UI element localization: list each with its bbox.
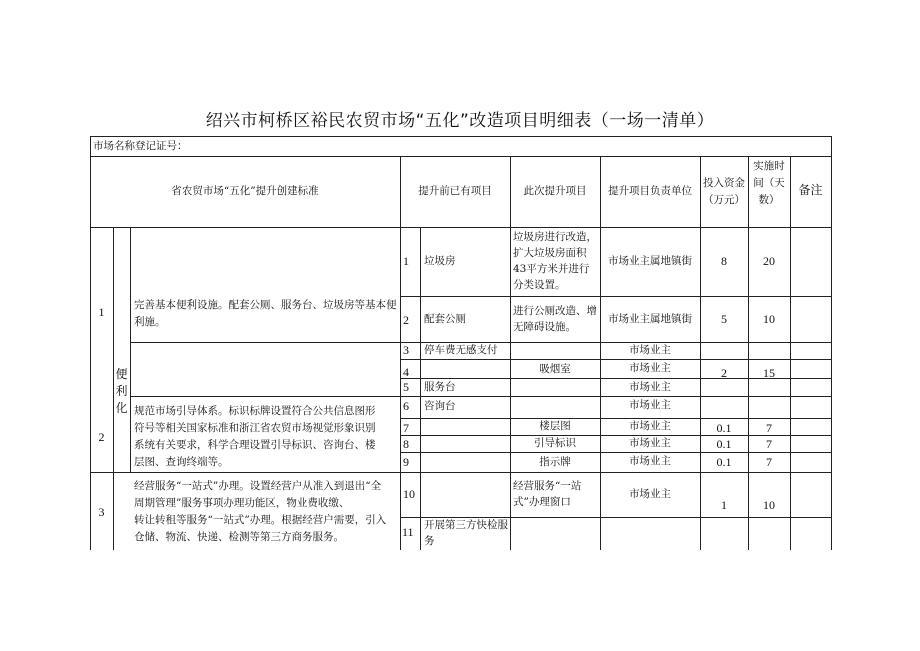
row-project: 进行公厕改造、增 无障碍设施。 [513,305,597,333]
row-no: 7 [403,421,409,435]
row-unit: 市场业主 [629,362,671,374]
table-line [510,156,511,550]
row-unit: 市场业主 [629,455,671,467]
table-line [130,227,131,472]
table-line [90,227,831,228]
header-standard: 省农贸市场“五化”提升创建标准 [171,185,319,197]
row-no: 1 [403,254,409,268]
header-duration: 实施时 间（天 数） [753,160,785,206]
row-unit: 市场业主属地镇街 [608,255,692,267]
row-investment: 8 [721,254,727,268]
row-project: 引导标识 [534,437,576,449]
registration-label: 市场名称登记证号： [93,140,188,152]
row-existing: 停车费无感支付 [424,344,498,356]
group-no: 2 [98,430,105,444]
table-line [400,296,831,297]
table-line [700,156,701,550]
row-unit: 市场业主 [629,437,671,449]
header-investment: 投入资金 （万元） [703,177,745,206]
row-investment: 1 [721,498,727,512]
header-unit: 提升项目负责单位 [608,185,692,197]
row-duration: 7 [766,421,772,435]
group-standard: 规范市场引导体系。标识标牌设置符合公共信息图形 符号等相关国家标准和浙江省农贸市场视觉形象识别 系统有关要求，科学合理设置引导标识、咨询台、楼 层图、查询终端等。 [134,405,376,468]
row-existing: 咨询台 [424,400,456,412]
group-standard: 经营服务“一站式”办理。设置经营户从准入到退出“全 周期管理”服务事项办理功能区，物业费收缴、 转让转租等服务“一站式”办理。根据经营户需要，引入 仓储、物流、快递、检测等第三方商务服务。 [134,480,387,543]
table-line [400,156,401,550]
table-line [790,156,791,550]
group-no: 3 [98,505,105,519]
group-standard: 完善基本便利设施。配套公厕、服务台、垃圾房等基本便 利施。 [134,299,397,328]
row-no: 9 [403,455,409,469]
header-remarks: 备注 [798,183,823,197]
row-no: 2 [403,313,409,327]
table-line [831,136,832,550]
row-project: 指示牌 [539,456,571,468]
table-line [400,359,831,360]
row-duration: 10 [763,498,775,512]
row-duration: 10 [763,312,775,326]
row-existing: 配套公厕 [424,313,466,325]
row-no: 8 [403,437,409,451]
row-no: 3 [403,343,409,357]
row-project: 吸烟室 [539,363,571,375]
row-project: 楼层图 [539,420,571,432]
row-duration: 15 [763,366,775,380]
header-existing: 提升前已有项目 [418,185,492,197]
row-project: 垃圾房进行改造， 扩大垃圾房面积 43平方米并进行 分类设置。 [513,231,597,291]
row-unit: 市场业主 [629,420,671,432]
table-line [90,156,831,157]
row-duration: 7 [766,437,772,451]
row-no: 6 [403,399,409,413]
table-line [90,136,831,137]
row-project: 经营服务“一站 式”办理窗口 [513,480,582,508]
table-line [748,156,749,550]
row-duration: 7 [766,455,772,469]
row-unit: 市场业主 [629,399,671,411]
row-investment: 0.1 [716,421,732,435]
table-line [420,227,421,550]
row-no: 4 [403,365,409,379]
row-investment: 0.1 [716,437,732,451]
document-title: 绍兴市柯桥区裕民农贸市场“五化”改造项目明细表（一场一清单） [205,111,715,131]
row-existing: 服务台 [424,381,456,393]
table-line [130,396,831,397]
row-unit: 市场业主 [629,344,671,356]
row-unit: 市场业主 [629,381,671,393]
header-project: 此次提升项目 [523,185,587,197]
row-no: 10 [403,487,415,501]
row-unit: 市场业主 [629,488,671,500]
table-line [400,452,831,453]
row-duration: 20 [763,254,775,268]
row-investment: 2 [721,366,727,380]
table-line [90,472,831,473]
row-no: 5 [403,380,409,394]
group-no: 1 [98,305,105,319]
row-existing: 垃圾房 [424,255,456,267]
row-existing: 开展第三方快检服务 [424,519,508,547]
row-no: 11 [402,525,414,539]
row-investment: 5 [721,312,727,326]
category-label: 便 利 化 [115,367,128,415]
row-unit: 市场业主属地镇街 [608,313,692,325]
row-investment: 0.1 [716,455,732,469]
